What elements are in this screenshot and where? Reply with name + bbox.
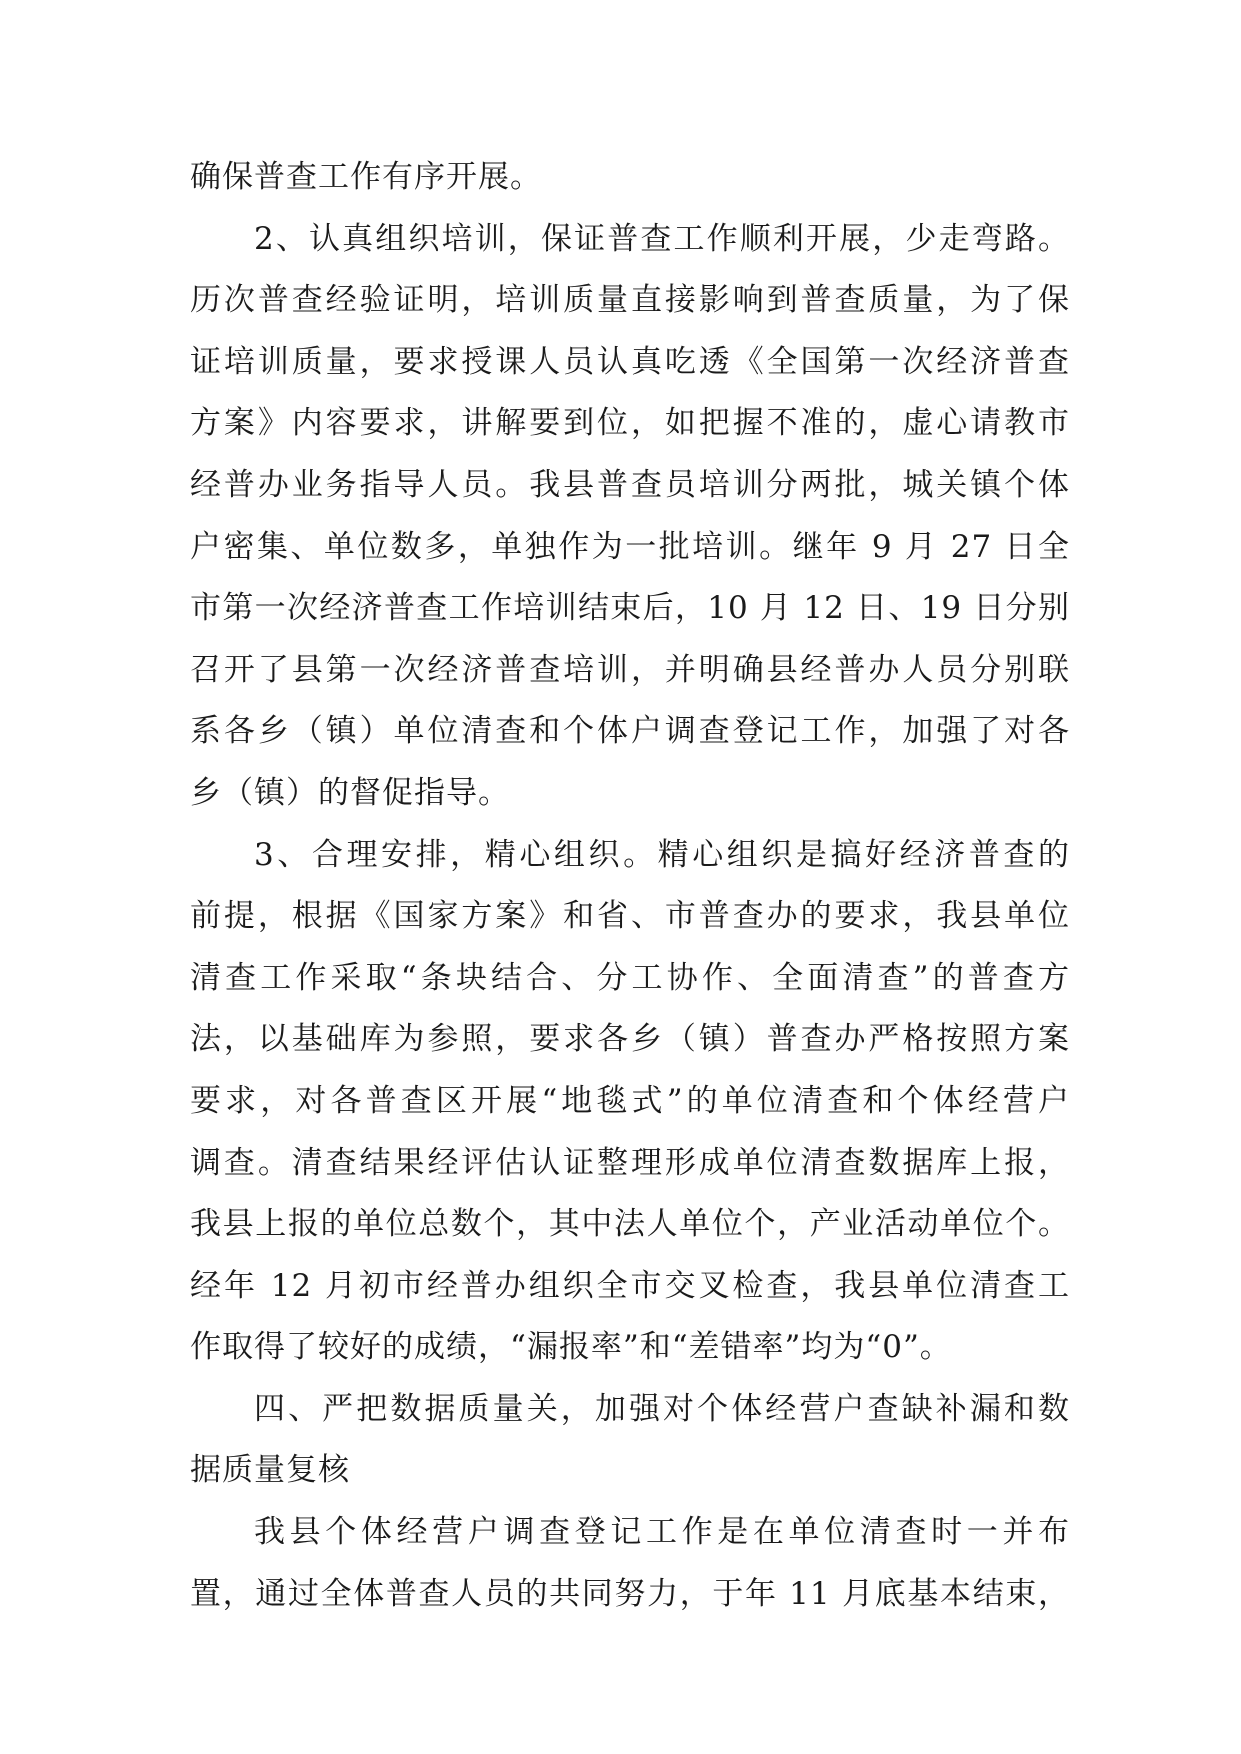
text-line: 3、合理安排，精心组织。精心组织是搞好经济普查的 (254, 836, 1070, 873)
text-line: 法，以基础库为参照，要求各乡（镇）普查办严格按照方案 (190, 1021, 1070, 1058)
text-line: 我县上报的单位总数个，其中法人单位个，产业活动单位个。 (190, 1206, 1070, 1243)
text-line: 经普办业务指导人员。我县普查员培训分两批，城关镇个体 (190, 466, 1070, 503)
text-line: 我县个体经营户调查登记工作是在单位清查时一并布 (254, 1514, 1070, 1551)
text-line: 四、严把数据质量关，加强对个体经营户查缺补漏和数 (254, 1390, 1070, 1427)
text-line: 据质量复核 (190, 1452, 350, 1489)
text-line: 市第一次经济普查工作培训结束后，10 月 12 日、19 日分别 (190, 590, 1070, 627)
text-line: 系各乡（镇）单位清查和个体户调查登记工作，加强了对各 (190, 713, 1070, 750)
text-line: 历次普查经验证明，培训质量直接影响到普查质量，为了保 (190, 282, 1070, 319)
text-line: 方案》内容要求，讲解要到位，如把握不准的，虚心请教市 (190, 405, 1070, 442)
text-line: 作取得了较好的成绩，“漏报率”和“差错率”均为“0”。 (190, 1329, 952, 1366)
text-line: 2、认真组织培训，保证普查工作顺利开展，少走弯路。 (254, 220, 1070, 257)
text-line: 调查。清查结果经评估认证整理形成单位清查数据库上报， (190, 1144, 1070, 1181)
text-line: 前提，根据《国家方案》和省、市普查办的要求，我县单位 (190, 898, 1070, 935)
text-line: 户密集、单位数多，单独作为一批培训。继年 9 月 27 日全 (190, 528, 1070, 565)
text-line: 清查工作采取“条块结合、分工协作、全面清查”的普查方 (190, 959, 1070, 996)
text-line: 证培训质量，要求授课人员认真吃透《全国第一次经济普查 (190, 343, 1070, 380)
text-line: 确保普查工作有序开展。 (190, 159, 542, 195)
text-line: 经年 12 月初市经普办组织全市交叉检查，我县单位清查工 (190, 1267, 1070, 1304)
text-line: 召开了县第一次经济普查培训，并明确县经普办人员分别联 (190, 651, 1070, 688)
document-body (190, 157, 1070, 1635)
text-line: 乡（镇）的督促指导。 (190, 774, 510, 811)
text-line: 置，通过全体普查人员的共同努力，于年 11 月底基本结束， (190, 1575, 1070, 1612)
text-line: 要求，对各普查区开展“地毯式”的单位清查和个体经营户 (190, 1082, 1070, 1119)
